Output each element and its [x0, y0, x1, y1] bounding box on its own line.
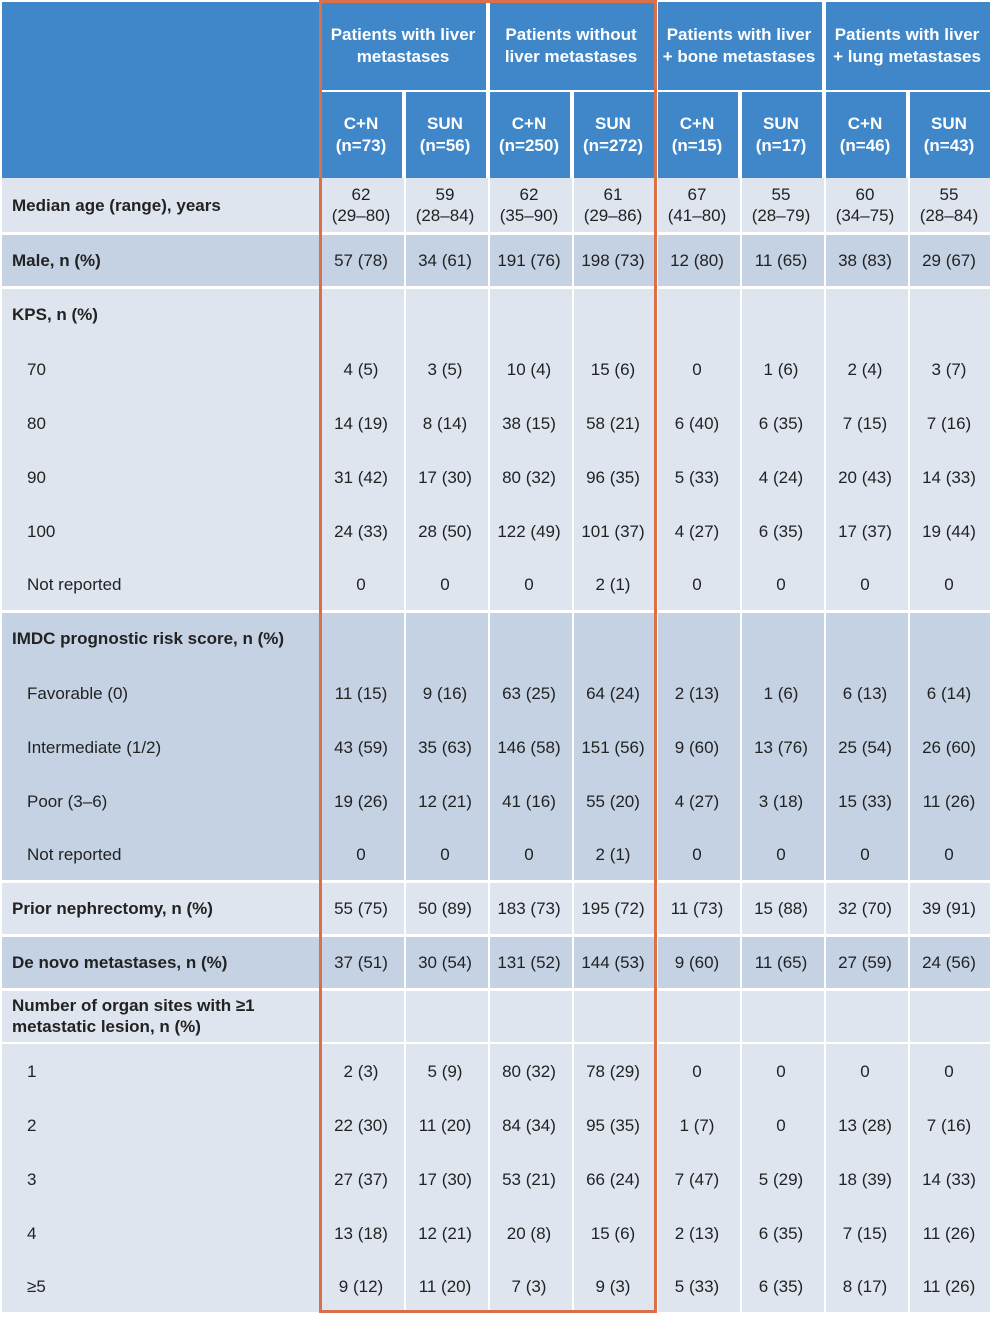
- column-header-7: [824, 92, 906, 178]
- column-n: (n=46): [839, 136, 891, 155]
- table-row-4: [2, 1206, 990, 1260]
- table-cell: 67 (41–80): [667, 185, 727, 225]
- table-row-prior-nephrectomy-n: [2, 882, 990, 934]
- column-n: (n=56): [419, 136, 471, 155]
- row-label: Not reported: [27, 574, 122, 594]
- table-cell: 96 (35): [586, 467, 640, 487]
- table-cell: 13 (28): [838, 1115, 892, 1135]
- table-cell: 15 (6): [590, 1223, 636, 1243]
- table-cell: [572, 612, 654, 666]
- table-cell: 59 (28–84): [415, 185, 475, 225]
- row-label: KPS, n (%): [12, 305, 98, 324]
- row-label: Favorable (0): [27, 683, 129, 703]
- table-cell: 37 (51): [334, 952, 388, 972]
- table-cell: 2 (1): [595, 574, 631, 594]
- table-cell: 9 (60): [674, 952, 720, 972]
- column-arm: SUN: [931, 114, 967, 133]
- column-header-2: [404, 92, 486, 178]
- table-cell: 24 (56): [922, 952, 976, 972]
- table-cell: 2 (3): [343, 1061, 379, 1081]
- table-cell: 53 (21): [502, 1169, 556, 1189]
- table-cell: [656, 990, 738, 1042]
- table-cell: 0: [776, 1115, 786, 1135]
- table-cell: [488, 612, 570, 666]
- table-cell: 63 (25): [502, 683, 556, 703]
- row-label: 1: [27, 1061, 37, 1081]
- column-n: (n=250): [499, 136, 559, 155]
- table-cell: 15 (33): [838, 791, 892, 811]
- table-row-3: [2, 1152, 990, 1206]
- table-cell: 41 (16): [502, 791, 556, 811]
- table-cell: 55 (28–84): [919, 185, 979, 225]
- group-header-1: Patients with liver metastases: [320, 2, 486, 90]
- table-cell: 11 (26): [922, 1276, 976, 1296]
- table-cell: 4 (27): [674, 521, 720, 541]
- table-cell: 1 (6): [763, 683, 799, 703]
- table-cell: [404, 288, 486, 342]
- column-arm: C+N: [511, 114, 547, 133]
- row-label: ≥5: [27, 1276, 46, 1296]
- table-cell: 11 (26): [922, 791, 976, 811]
- table-cell: 14 (19): [334, 413, 388, 433]
- table-cell: [656, 288, 738, 342]
- group-header-4: Patients with liver + lung metastases: [824, 2, 990, 90]
- table-cell: 1 (7): [679, 1115, 715, 1135]
- table-cell: 30 (54): [418, 952, 472, 972]
- table-cell: 9 (60): [674, 737, 720, 757]
- table-cell: 28 (50): [418, 521, 472, 541]
- table-cell: 3 (7): [931, 359, 967, 379]
- table-cell: [740, 612, 822, 666]
- table-cell: 198 (73): [581, 250, 645, 270]
- table-cell: 62 (35–90): [499, 185, 559, 225]
- table-cell: 3 (5): [427, 359, 463, 379]
- column-arm: SUN: [595, 114, 631, 133]
- table-cell: [572, 288, 654, 342]
- table-cell: 144 (53): [581, 952, 645, 972]
- table-cell: 38 (15): [502, 413, 556, 433]
- table-cell: 80 (32): [502, 1061, 556, 1081]
- table-cell: [824, 288, 906, 342]
- column-header-1: [320, 92, 402, 178]
- table-cell: 5 (33): [674, 1276, 720, 1296]
- table-cell: 17 (30): [418, 1169, 472, 1189]
- column-n: (n=73): [335, 136, 387, 155]
- table-cell: 13 (18): [334, 1223, 388, 1243]
- table-cell: 27 (59): [838, 952, 892, 972]
- column-header-4: [572, 92, 654, 178]
- table-cell: [320, 990, 402, 1042]
- table-cell: 7 (3): [511, 1276, 547, 1296]
- row-label: 3: [27, 1169, 37, 1189]
- row-label: Prior nephrectomy, n (%): [12, 898, 213, 918]
- table-cell: 0: [944, 844, 954, 864]
- column-n: (n=15): [671, 136, 723, 155]
- table-cell: 11 (65): [754, 952, 808, 972]
- row-label: Poor (3–6): [27, 791, 108, 811]
- table-row-100: [2, 504, 990, 558]
- table-cell: 0: [776, 1061, 786, 1081]
- table-cell: [320, 612, 402, 666]
- table-cell: 24 (33): [334, 521, 388, 541]
- table-cell: 6 (35): [758, 1223, 804, 1243]
- table-cell: 20 (8): [506, 1223, 552, 1243]
- row-label: De novo metastases, n (%): [12, 952, 228, 972]
- row-label: Median age (range), years: [12, 195, 221, 215]
- table-cell: 146 (58): [497, 737, 561, 757]
- table-cell: 13 (76): [754, 737, 808, 757]
- table-cell: 0: [860, 574, 870, 594]
- table-cell: 32 (70): [838, 898, 892, 918]
- table-cell: 7 (16): [926, 1115, 972, 1135]
- table-cell: 0: [524, 844, 534, 864]
- table-cell: 39 (91): [922, 898, 976, 918]
- table-cell: 10 (4): [506, 359, 552, 379]
- table-row-not-reported: [2, 558, 990, 610]
- table-cell: 131 (52): [497, 952, 561, 972]
- table-cell: 4 (27): [674, 791, 720, 811]
- table-cell: 55 (75): [334, 898, 388, 918]
- table-cell: [572, 990, 654, 1042]
- table-row-1: [2, 1044, 990, 1098]
- table-cell: 12 (21): [418, 791, 472, 811]
- row-label: Male, n (%): [12, 250, 101, 270]
- table-cell: [404, 990, 486, 1042]
- table-cell: 0: [860, 1061, 870, 1081]
- column-arm: SUN: [427, 114, 463, 133]
- table-cell: 2 (4): [847, 359, 883, 379]
- table-cell: 7 (16): [926, 413, 972, 433]
- table-cell: 55 (28–79): [751, 185, 811, 225]
- table-cell: [908, 612, 990, 666]
- table-cell: 7 (47): [674, 1169, 720, 1189]
- group-header-3: Patients with liver + bone metastases: [656, 2, 822, 90]
- table-cell: 0: [776, 574, 786, 594]
- table-row-median-age-range-years: [2, 178, 990, 232]
- table-cell: 0: [692, 359, 702, 379]
- table-cell: 25 (54): [838, 737, 892, 757]
- table-cell: 8 (14): [422, 413, 468, 433]
- table-cell: 15 (88): [754, 898, 808, 918]
- table-cell: 2 (1): [595, 844, 631, 864]
- table-row-70: [2, 342, 990, 396]
- row-label: 2: [27, 1115, 37, 1135]
- table-cell: 0: [524, 574, 534, 594]
- column-arm: C+N: [847, 114, 883, 133]
- table-cell: 0: [860, 844, 870, 864]
- table-cell: 0: [440, 574, 450, 594]
- table-cell: 18 (39): [838, 1169, 892, 1189]
- table-cell: [908, 990, 990, 1042]
- table-cell: 4 (5): [343, 359, 379, 379]
- table-cell: 9 (3): [595, 1276, 631, 1296]
- table-cell: 5 (33): [674, 467, 720, 487]
- table-cell: 101 (37): [581, 521, 645, 541]
- table-cell: 27 (37): [334, 1169, 388, 1189]
- table-cell: 0: [944, 574, 954, 594]
- table-cell: 62 (29–80): [331, 185, 391, 225]
- table-cell: 11 (15): [334, 683, 388, 703]
- table-cell: 43 (59): [334, 737, 388, 757]
- column-arm: C+N: [343, 114, 379, 133]
- row-label: 4: [27, 1223, 37, 1243]
- table-cell: 9 (12): [338, 1276, 384, 1296]
- table-cell: [740, 288, 822, 342]
- row-label: Intermediate (1/2): [27, 737, 162, 757]
- table-cell: 6 (14): [926, 683, 972, 703]
- table-row-80: [2, 396, 990, 450]
- column-n: (n=43): [923, 136, 975, 155]
- table-cell: [404, 612, 486, 666]
- table-cell: [824, 990, 906, 1042]
- table-cell: 6 (35): [758, 1276, 804, 1296]
- column-header-6: [740, 92, 822, 178]
- table-cell: 0: [356, 844, 366, 864]
- table-cell: 61 (29–86): [583, 185, 643, 225]
- group-header-2: Patients without liver metastases: [488, 2, 654, 90]
- table-row-poor-3-6: [2, 774, 990, 828]
- table-cell: 11 (65): [754, 250, 808, 270]
- table-cell: 6 (40): [674, 413, 720, 433]
- table-cell: 22 (30): [334, 1115, 388, 1135]
- table-cell: 11 (20): [418, 1276, 472, 1296]
- table-cell: 7 (15): [842, 1223, 888, 1243]
- column-n: (n=17): [755, 136, 807, 155]
- column-header-3: [488, 92, 570, 178]
- table-cell: 38 (83): [838, 250, 892, 270]
- table-cell: 35 (63): [418, 737, 472, 757]
- table-cell: 12 (80): [670, 250, 724, 270]
- table-row-de-novo-metastases-n: [2, 936, 990, 988]
- column-n: (n=272): [583, 136, 643, 155]
- table-row-number-of-organ-sites-with-1-metastatic-lesion-n: [2, 990, 990, 1042]
- table-cell: [908, 288, 990, 342]
- table-cell: 5 (29): [758, 1169, 804, 1189]
- table-cell: 7 (15): [842, 413, 888, 433]
- row-label: 100: [27, 521, 56, 541]
- table-cell: 57 (78): [334, 250, 388, 270]
- table-cell: 20 (43): [838, 467, 892, 487]
- table-cell: 19 (26): [334, 791, 388, 811]
- table-cell: 183 (73): [497, 898, 561, 918]
- table-cell: 0: [776, 844, 786, 864]
- table-cell: 195 (72): [581, 898, 645, 918]
- table-row-5: [2, 1260, 990, 1312]
- table-cell: 19 (44): [922, 521, 976, 541]
- row-label: 70: [27, 359, 46, 379]
- row-label: 90: [27, 467, 46, 487]
- table-cell: 58 (21): [586, 413, 640, 433]
- table-cell: 9 (16): [422, 683, 468, 703]
- column-arm: C+N: [679, 114, 715, 133]
- row-label: IMDC prognostic risk score, n (%): [12, 629, 285, 648]
- table-cell: [320, 288, 402, 342]
- table-cell: 80 (32): [502, 467, 556, 487]
- table-row-not-reported: [2, 828, 990, 880]
- table-cell: 29 (67): [922, 250, 976, 270]
- table-cell: 8 (17): [842, 1276, 888, 1296]
- table-cell: 0: [692, 574, 702, 594]
- table-cell: 15 (6): [590, 359, 636, 379]
- table-cell: [488, 990, 570, 1042]
- table-cell: 17 (37): [838, 521, 892, 541]
- column-header-5: [656, 92, 738, 178]
- table-row-favorable-0: [2, 666, 990, 720]
- table-cell: 4 (24): [758, 467, 804, 487]
- table-row-90: [2, 450, 990, 504]
- table-cell: 50 (89): [418, 898, 472, 918]
- table-cell: 95 (35): [586, 1115, 640, 1135]
- table-cell: [740, 990, 822, 1042]
- table-cell: 55 (20): [586, 791, 640, 811]
- table-cell: 66 (24): [586, 1169, 640, 1189]
- table-cell: 11 (73): [670, 898, 724, 918]
- table-cell: 2 (13): [674, 1223, 720, 1243]
- table-cell: 0: [440, 844, 450, 864]
- table-row-male-n: [2, 234, 990, 286]
- row-label: 80: [27, 413, 46, 433]
- table-cell: 1 (6): [763, 359, 799, 379]
- column-arm: SUN: [763, 114, 799, 133]
- table-cell: 6 (13): [842, 683, 888, 703]
- table-cell: 191 (76): [497, 250, 561, 270]
- table-cell: [824, 612, 906, 666]
- table-cell: 11 (26): [922, 1223, 976, 1243]
- table-cell: 34 (61): [418, 250, 472, 270]
- table-cell: 31 (42): [334, 467, 388, 487]
- table-cell: 0: [692, 844, 702, 864]
- table-cell: 0: [356, 574, 366, 594]
- table-cell: 14 (33): [922, 1169, 976, 1189]
- table-cell: 14 (33): [922, 467, 976, 487]
- table-cell: 17 (30): [418, 467, 472, 487]
- table-cell: 151 (56): [581, 737, 645, 757]
- table-cell: 3 (18): [758, 791, 804, 811]
- table-cell: 26 (60): [922, 737, 976, 757]
- column-header-8: [908, 92, 990, 178]
- table-row-imdc-prognostic-risk-score-n: [2, 612, 990, 666]
- table-cell: 11 (20): [418, 1115, 472, 1135]
- table-cell: 0: [692, 1061, 702, 1081]
- table-cell: 60 (34–75): [835, 185, 895, 225]
- row-label: Number of organ sites with ≥1 metastatic lesion, n (%): [12, 996, 255, 1036]
- table-row-intermediate-1-2: [2, 720, 990, 774]
- table-cell: 6 (35): [758, 521, 804, 541]
- table-cell: 64 (24): [586, 683, 640, 703]
- table-cell: 122 (49): [497, 521, 561, 541]
- table-cell: 0: [944, 1061, 954, 1081]
- table-cell: [488, 288, 570, 342]
- table-cell: 12 (21): [418, 1223, 472, 1243]
- table-cell: [656, 612, 738, 666]
- header-corner: [2, 2, 320, 178]
- table-cell: 84 (34): [502, 1115, 556, 1135]
- table-row-kps-n: [2, 288, 990, 342]
- table-cell: 6 (35): [758, 413, 804, 433]
- table-cell: 5 (9): [427, 1061, 463, 1081]
- row-label: Not reported: [27, 844, 122, 864]
- table-cell: 78 (29): [586, 1061, 640, 1081]
- table-cell: 2 (13): [674, 683, 720, 703]
- table-row-2: [2, 1098, 990, 1152]
